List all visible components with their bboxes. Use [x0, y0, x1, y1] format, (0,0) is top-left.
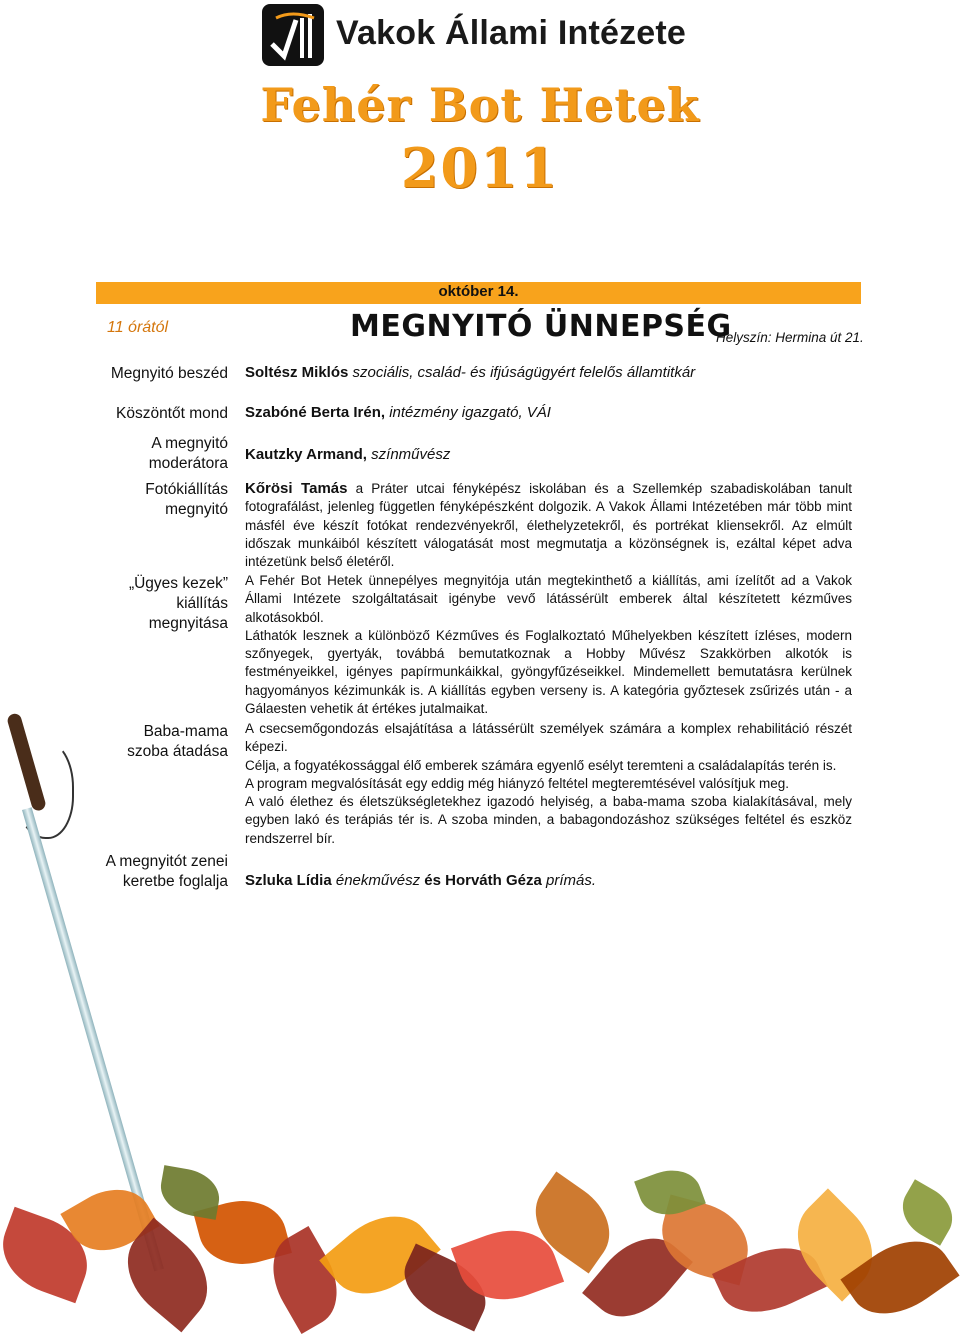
baby-room-paragraph: A való élethez és életszükségletekhez igazodó helyiség, a baba-mama szoba kialakításával, mely egyben lakó és terápiás tér is. A szoba minden, a babagondozáshoz szükséges feltétel és eszköz rendszerrel bír.: [245, 794, 852, 846]
label-greeting: Köszöntőt mond: [115, 405, 228, 422]
speaker-role: szociális, család- és ifjúságügyért felelős államtitkár: [352, 364, 696, 381]
violinist-name: és Horváth Géza: [424, 872, 542, 889]
crafts-paragraph: Láthatók lesznek a különböző Kézműves és Foglalkoztató Műhelyekben készített ízléses, modern szőnyegek, gyertyák, továbbá bemutatkoznak a Hobby Művész Szakkörben alkotók is festményeikkel, igényes papírmunkáikkal, gyöngyfűzéseikkel. Mindemellett bemutatásra kerülnek hagyományos kézimunkák is. A kiállítás egyben verseny is. A kategória győztesek zsűrizés után - a Gálaesten vehetik át értékes jutalmaikat.: [245, 627, 852, 717]
opening-title: MEGNYITÓ ÜNNEPSÉG: [350, 309, 732, 344]
moderator-entry: [245, 446, 852, 464]
singer-name: Szluka Lídia: [245, 872, 332, 889]
photographer-name: Kőrösi Tamás: [245, 480, 348, 497]
autumn-leaves-icon: [0, 1150, 960, 1320]
baby-room-paragraph: A csecsemőgondozás elsajátítása a látássérült személyek számára a komplex rehabilitáció részét képezi.: [245, 721, 852, 755]
music-entry: [245, 872, 852, 890]
label-moderator: A megnyitó moderátora: [148, 435, 228, 472]
label-photo-exhibition: Fotókiállítás megnyitó: [145, 481, 228, 518]
violinist-role: prímás.: [545, 872, 596, 889]
baby-room-entry: [245, 720, 852, 848]
crafts-entry: [245, 572, 852, 718]
event-date: október 14.: [438, 283, 519, 300]
baby-room-paragraph: Célja, a fogyatékossággal élő emberek számára egyenlő esélyt teremteni a családalapítás terén is.: [245, 757, 837, 773]
label-baby-room: Baba-mama szoba átadása: [127, 723, 228, 760]
org-name: Vakok Állami Intézete: [336, 14, 687, 52]
event-title: Fehér Bot Hetek: [260, 78, 700, 132]
baby-room-paragraph: A program megvalósítását egy eddig még hiányzó feltétel megteremtésével valósítjuk meg.: [245, 775, 790, 791]
photo-entry: [245, 480, 852, 571]
greeter-role: intézmény igazgató, VÁI: [389, 404, 551, 421]
moderator-name: Kautzky Armand,: [245, 446, 367, 463]
event-year: 2011: [400, 136, 560, 200]
moderator-role: színművész: [371, 446, 451, 463]
crafts-paragraph: A Fehér Bot Hetek ünnepélyes megnyitója után megtekinthető a kiállítás, ami ízelítőt ad a Vakok Állami Intézete szolgáltatásait igénybe vevő látássérült emberek által készítetett kézműves alkotásokból.: [245, 573, 852, 625]
label-music: A megnyitót zenei keretbe foglalja: [105, 853, 228, 890]
speech-entry: [245, 364, 852, 382]
logo-icon: [262, 4, 324, 66]
event-time: 11 órától: [107, 319, 169, 336]
greeting-entry: [245, 404, 852, 422]
greeter-name: Szabóné Berta Irén,: [245, 404, 386, 421]
event-location: Helyszín: Hermina út 21.: [716, 330, 864, 345]
label-opening-speech: Megnyitó beszéd: [110, 365, 228, 382]
speaker-name: Soltész Miklós: [245, 364, 349, 381]
singer-role: énekművész: [335, 872, 421, 889]
label-crafts-exhibition: „Ügyes kezek” kiállítás megnyitása: [128, 575, 228, 632]
photo-text: a Práter utcai fényképész iskolában és a Szellemkép szabadiskolában tanult fotografálást, jelenleg független fényképészként dolgozik. A Vakok Állami Intézetében már több mint másfél éve készít fotókat rendezvényekről, élethelyzetekről, és portrékat kliensekről. Az elmúlt időszak munkáiból készített válogatását most megmutatja a közönségnek is, ezáltal képet adva intézetünk belső életéről.: [245, 481, 852, 570]
